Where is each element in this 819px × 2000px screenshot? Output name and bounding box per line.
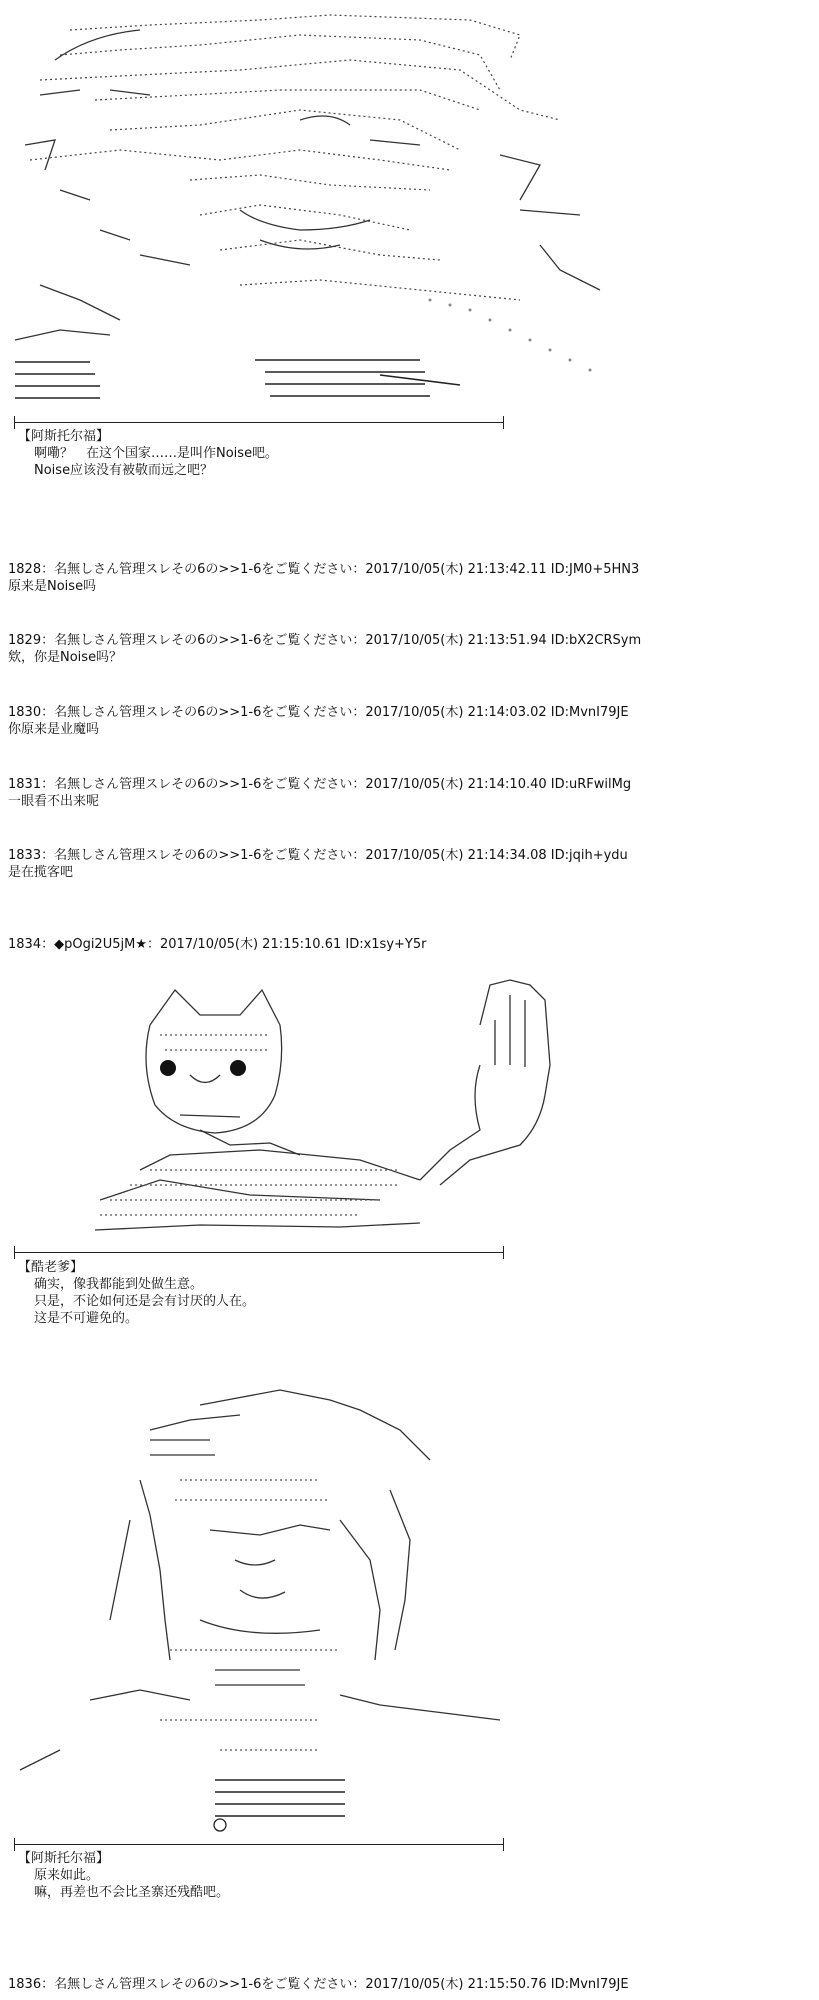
scene-divider <box>14 1252 504 1253</box>
dialogue-block <box>18 1850 229 1901</box>
merchant-ascii-art <box>0 955 819 1245</box>
dialogue-line: 啊嘞？ 在这个国家……是叫作Noise吧。 <box>34 446 279 461</box>
post-header: 1836：名無しさん管理スレその6の>>1-6をご覧ください：2017/10/05(木) 21:15:50.76 ID:MvnI79JE <box>8 1977 629 1992</box>
dialogue-block <box>18 428 278 479</box>
astolfo-ascii-art-2 <box>0 1370 819 1840</box>
post <box>8 632 641 666</box>
post-header: 1828：名無しさん管理スレその6の>>1-6をご覧ください：2017/10/05(木) 21:13:42.11 ID:JM0+5HN3 <box>8 562 640 577</box>
post <box>8 776 631 810</box>
dialogue-line: Noise应该没有被敬而远之吧？ <box>34 463 214 478</box>
post-body: 是在揽客吧 <box>8 865 74 880</box>
post-header: 1831：名無しさん管理スレその6の>>1-6をご覧ください：2017/10/05(木) 21:14:10.40 ID:uRFwilMg <box>8 777 632 792</box>
dialogue-line: 这是不可避免的。 <box>34 1311 139 1326</box>
scene-divider <box>14 1844 504 1845</box>
speaker-name: 【阿斯托尔福】 <box>18 1851 110 1866</box>
dialogue-line: 确实，像我都能到处做生意。 <box>34 1277 204 1292</box>
dialogue-block <box>18 1259 255 1327</box>
scene-divider <box>14 422 504 423</box>
post <box>8 936 426 953</box>
speaker-name: 【阿斯托尔福】 <box>18 429 110 444</box>
post-header: 1829：名無しさん管理スレその6の>>1-6をご覧ください：2017/10/05(木) 21:13:51.94 ID:bX2CRSym <box>8 633 642 648</box>
post <box>8 561 639 595</box>
post-header: 1830：名無しさん管理スレその6の>>1-6をご覧ください：2017/10/05(木) 21:14:03.02 ID:MvnI79JE <box>8 705 629 720</box>
post <box>8 1976 629 1993</box>
speaker-name: 【酷老爹】 <box>18 1260 84 1275</box>
dialogue-line: 只是，不论如何还是会有讨厌的人在。 <box>34 1294 256 1309</box>
post-header: 1834：◆pOgi2U5jM★：2017/10/05(木) 21:15:10.61 ID:x1sy+Y5r <box>8 937 427 952</box>
post-body: 你原来是业魔吗 <box>8 722 100 737</box>
post <box>8 847 628 881</box>
post-body: 欸，你是Noise吗？ <box>8 650 123 665</box>
post-header: 1833：名無しさん管理スレその6の>>1-6をご覧ください：2017/10/05(木) 21:14:34.08 ID:jqih+ydu <box>8 848 628 863</box>
astolfo-ascii-art <box>0 0 819 420</box>
dialogue-line: 原来如此。 <box>34 1868 100 1883</box>
post <box>8 704 629 738</box>
post-body: 原来是Noise吗 <box>8 579 97 594</box>
post-body: 一眼看不出来呢 <box>8 794 100 809</box>
dialogue-line: 嘛，再差也不会比圣寨还残酷吧。 <box>34 1885 230 1900</box>
